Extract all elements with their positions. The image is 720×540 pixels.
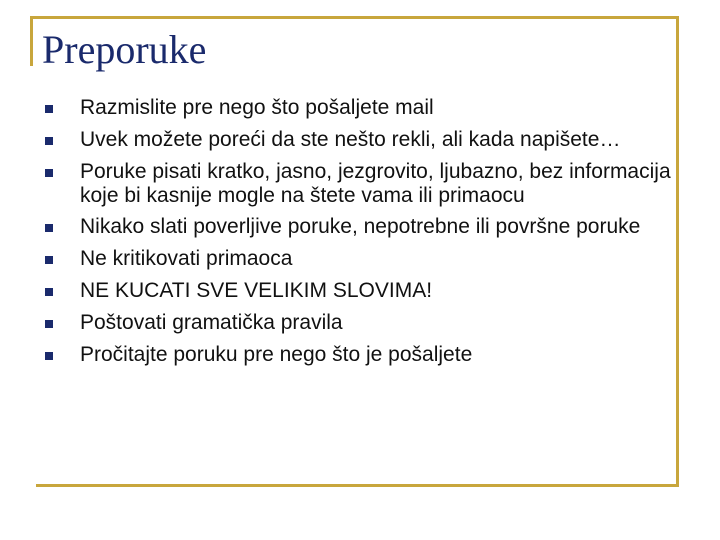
bullet-text: Uvek možete poreći da ste nešto rekli, ali kada napišete… bbox=[80, 127, 621, 151]
square-bullet-icon bbox=[45, 320, 53, 328]
bullet-item bbox=[44, 96, 674, 120]
slide-title: Preporuke bbox=[42, 27, 207, 72]
bullet-text: Nikako slati poverljive poruke, nepotrebne ili površne poruke bbox=[80, 215, 641, 239]
frame-top-line bbox=[30, 16, 678, 19]
bullet-text: Razmislite pre nego što pošaljete mail bbox=[80, 96, 434, 119]
square-bullet-icon bbox=[45, 256, 53, 264]
frame-right-line bbox=[676, 16, 679, 486]
frame-bottom-line bbox=[36, 484, 679, 487]
square-bullet-icon bbox=[45, 288, 53, 296]
frame-left-line bbox=[30, 16, 33, 66]
bullet-item bbox=[44, 215, 674, 239]
bullet-text: NE KUCATI SVE VELIKIM SLOVIMA! bbox=[80, 278, 433, 302]
square-bullet-icon bbox=[45, 105, 53, 113]
bullet-item bbox=[44, 343, 674, 367]
bullet-item bbox=[44, 247, 674, 271]
bullet-list bbox=[44, 96, 674, 374]
bullet-text: Poštovati gramatička pravila bbox=[80, 310, 343, 334]
bullet-item bbox=[44, 160, 674, 208]
bullet-item bbox=[44, 279, 674, 303]
square-bullet-icon bbox=[45, 137, 53, 145]
bullet-item bbox=[44, 311, 674, 335]
bullet-text: Poruke pisati kratko, jasno, jezgrovito, ljubazno, bez informacija koje bi kasnije mogle na štete vama ili primaocu bbox=[80, 159, 671, 207]
bullet-text: Pročitajte poruku pre nego što je pošaljete bbox=[80, 342, 473, 366]
bullet-text: Ne kritikovati primaoca bbox=[80, 247, 293, 271]
square-bullet-icon bbox=[45, 352, 53, 360]
square-bullet-icon bbox=[45, 224, 53, 232]
square-bullet-icon bbox=[45, 169, 53, 177]
bullet-item bbox=[44, 128, 674, 152]
